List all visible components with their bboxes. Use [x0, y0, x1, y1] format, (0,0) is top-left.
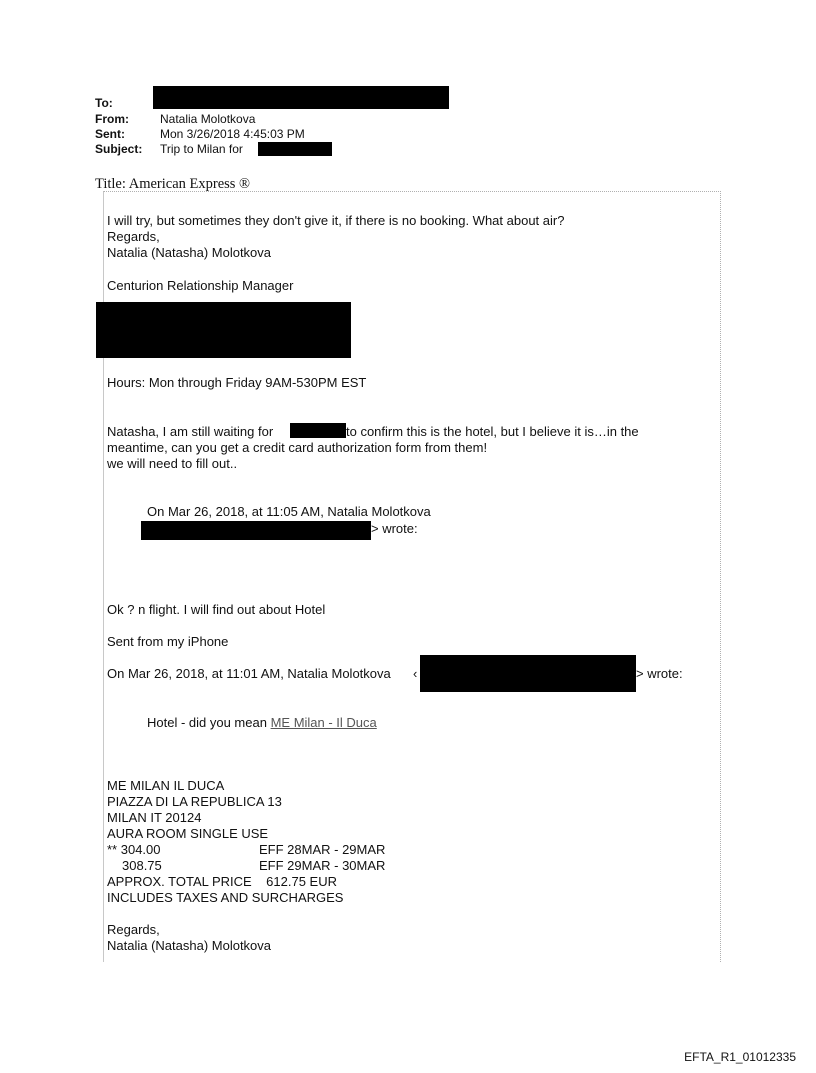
quote-wrote-1: > wrote:	[371, 521, 418, 536]
closing-regards: Regards,	[107, 922, 160, 937]
address-line-1: ME MILAN IL DUCA	[107, 778, 225, 793]
hotel-link[interactable]: ME Milan - Il Duca	[270, 715, 377, 730]
redacted-email-1	[141, 521, 371, 540]
signature-name: Natalia (Natasha) Molotkova	[107, 245, 272, 260]
from-label: From:	[95, 112, 129, 126]
redacted-contact-block	[96, 302, 351, 358]
hotel-question	[147, 715, 377, 731]
rate-2-effective: EFF 29MAR - 30MAR	[259, 858, 386, 873]
subject-label: Subject:	[95, 142, 143, 156]
from-value: Natalia Molotkova	[160, 112, 256, 126]
subject-value: Trip to Milan for	[160, 142, 243, 156]
to-label: To:	[95, 96, 113, 110]
message-line-1b: to confirm this is the hotel, but I believe it is…in the	[346, 424, 639, 439]
redacted-name-inline	[290, 423, 346, 438]
quote-wrote-2: > wrote:	[636, 666, 683, 681]
rate-1-effective: EFF 28MAR - 29MAR	[259, 842, 386, 857]
document-id: EFTA_R1_01012335	[684, 1050, 796, 1064]
total-price: APPROX. TOTAL PRICE 612.75 EUR	[107, 874, 337, 889]
closing-signature: Natalia (Natasha) Molotkova	[107, 938, 272, 953]
redacted-recipient	[153, 86, 449, 109]
quote-header-1: On Mar 26, 2018, at 11:05 AM, Natalia Molotkova	[147, 504, 431, 519]
sent-label: Sent:	[95, 127, 125, 141]
document-title: Title: American Express ®	[95, 176, 251, 192]
ok-flight-text: Ok ? n flight. I will find out about Hotel	[107, 602, 326, 617]
sent-value: Mon 3/26/2018 4:45:03 PM	[160, 127, 305, 141]
message-line-2: meantime, can you get a credit card authorization form from them!	[107, 440, 488, 455]
redacted-subject	[258, 142, 332, 156]
rate-1-price: ** 304.00	[107, 842, 161, 857]
reply-text: I will try, but sometimes they don't give it, if there is no booking. What about air?	[107, 213, 565, 228]
signature-role: Centurion Relationship Manager	[107, 278, 294, 293]
address-line-3: MILAN IT 20124	[107, 810, 202, 825]
room-type: AURA ROOM SINGLE USE	[107, 826, 269, 841]
rate-2-price: 308.75	[122, 858, 162, 873]
redacted-email-2	[420, 655, 636, 692]
address-line-2: PIAZZA DI LA REPUBLICA 13	[107, 794, 282, 809]
regards-text: Regards,	[107, 229, 160, 244]
message-line-1a: Natasha, I am still waiting for	[107, 424, 274, 439]
taxes-note: INCLUDES TAXES AND SURCHARGES	[107, 890, 344, 905]
message-line-3: we will need to fill out..	[107, 456, 238, 471]
hotel-question-text: Hotel - did you mean	[147, 715, 267, 730]
hours-text: Hours: Mon through Friday 9AM-530PM EST	[107, 375, 367, 390]
quote-bracket-2: ‹	[413, 666, 418, 681]
quote-header-2: On Mar 26, 2018, at 11:01 AM, Natalia Molotkova	[107, 666, 391, 681]
sent-from-iphone: Sent from my iPhone	[107, 634, 229, 649]
